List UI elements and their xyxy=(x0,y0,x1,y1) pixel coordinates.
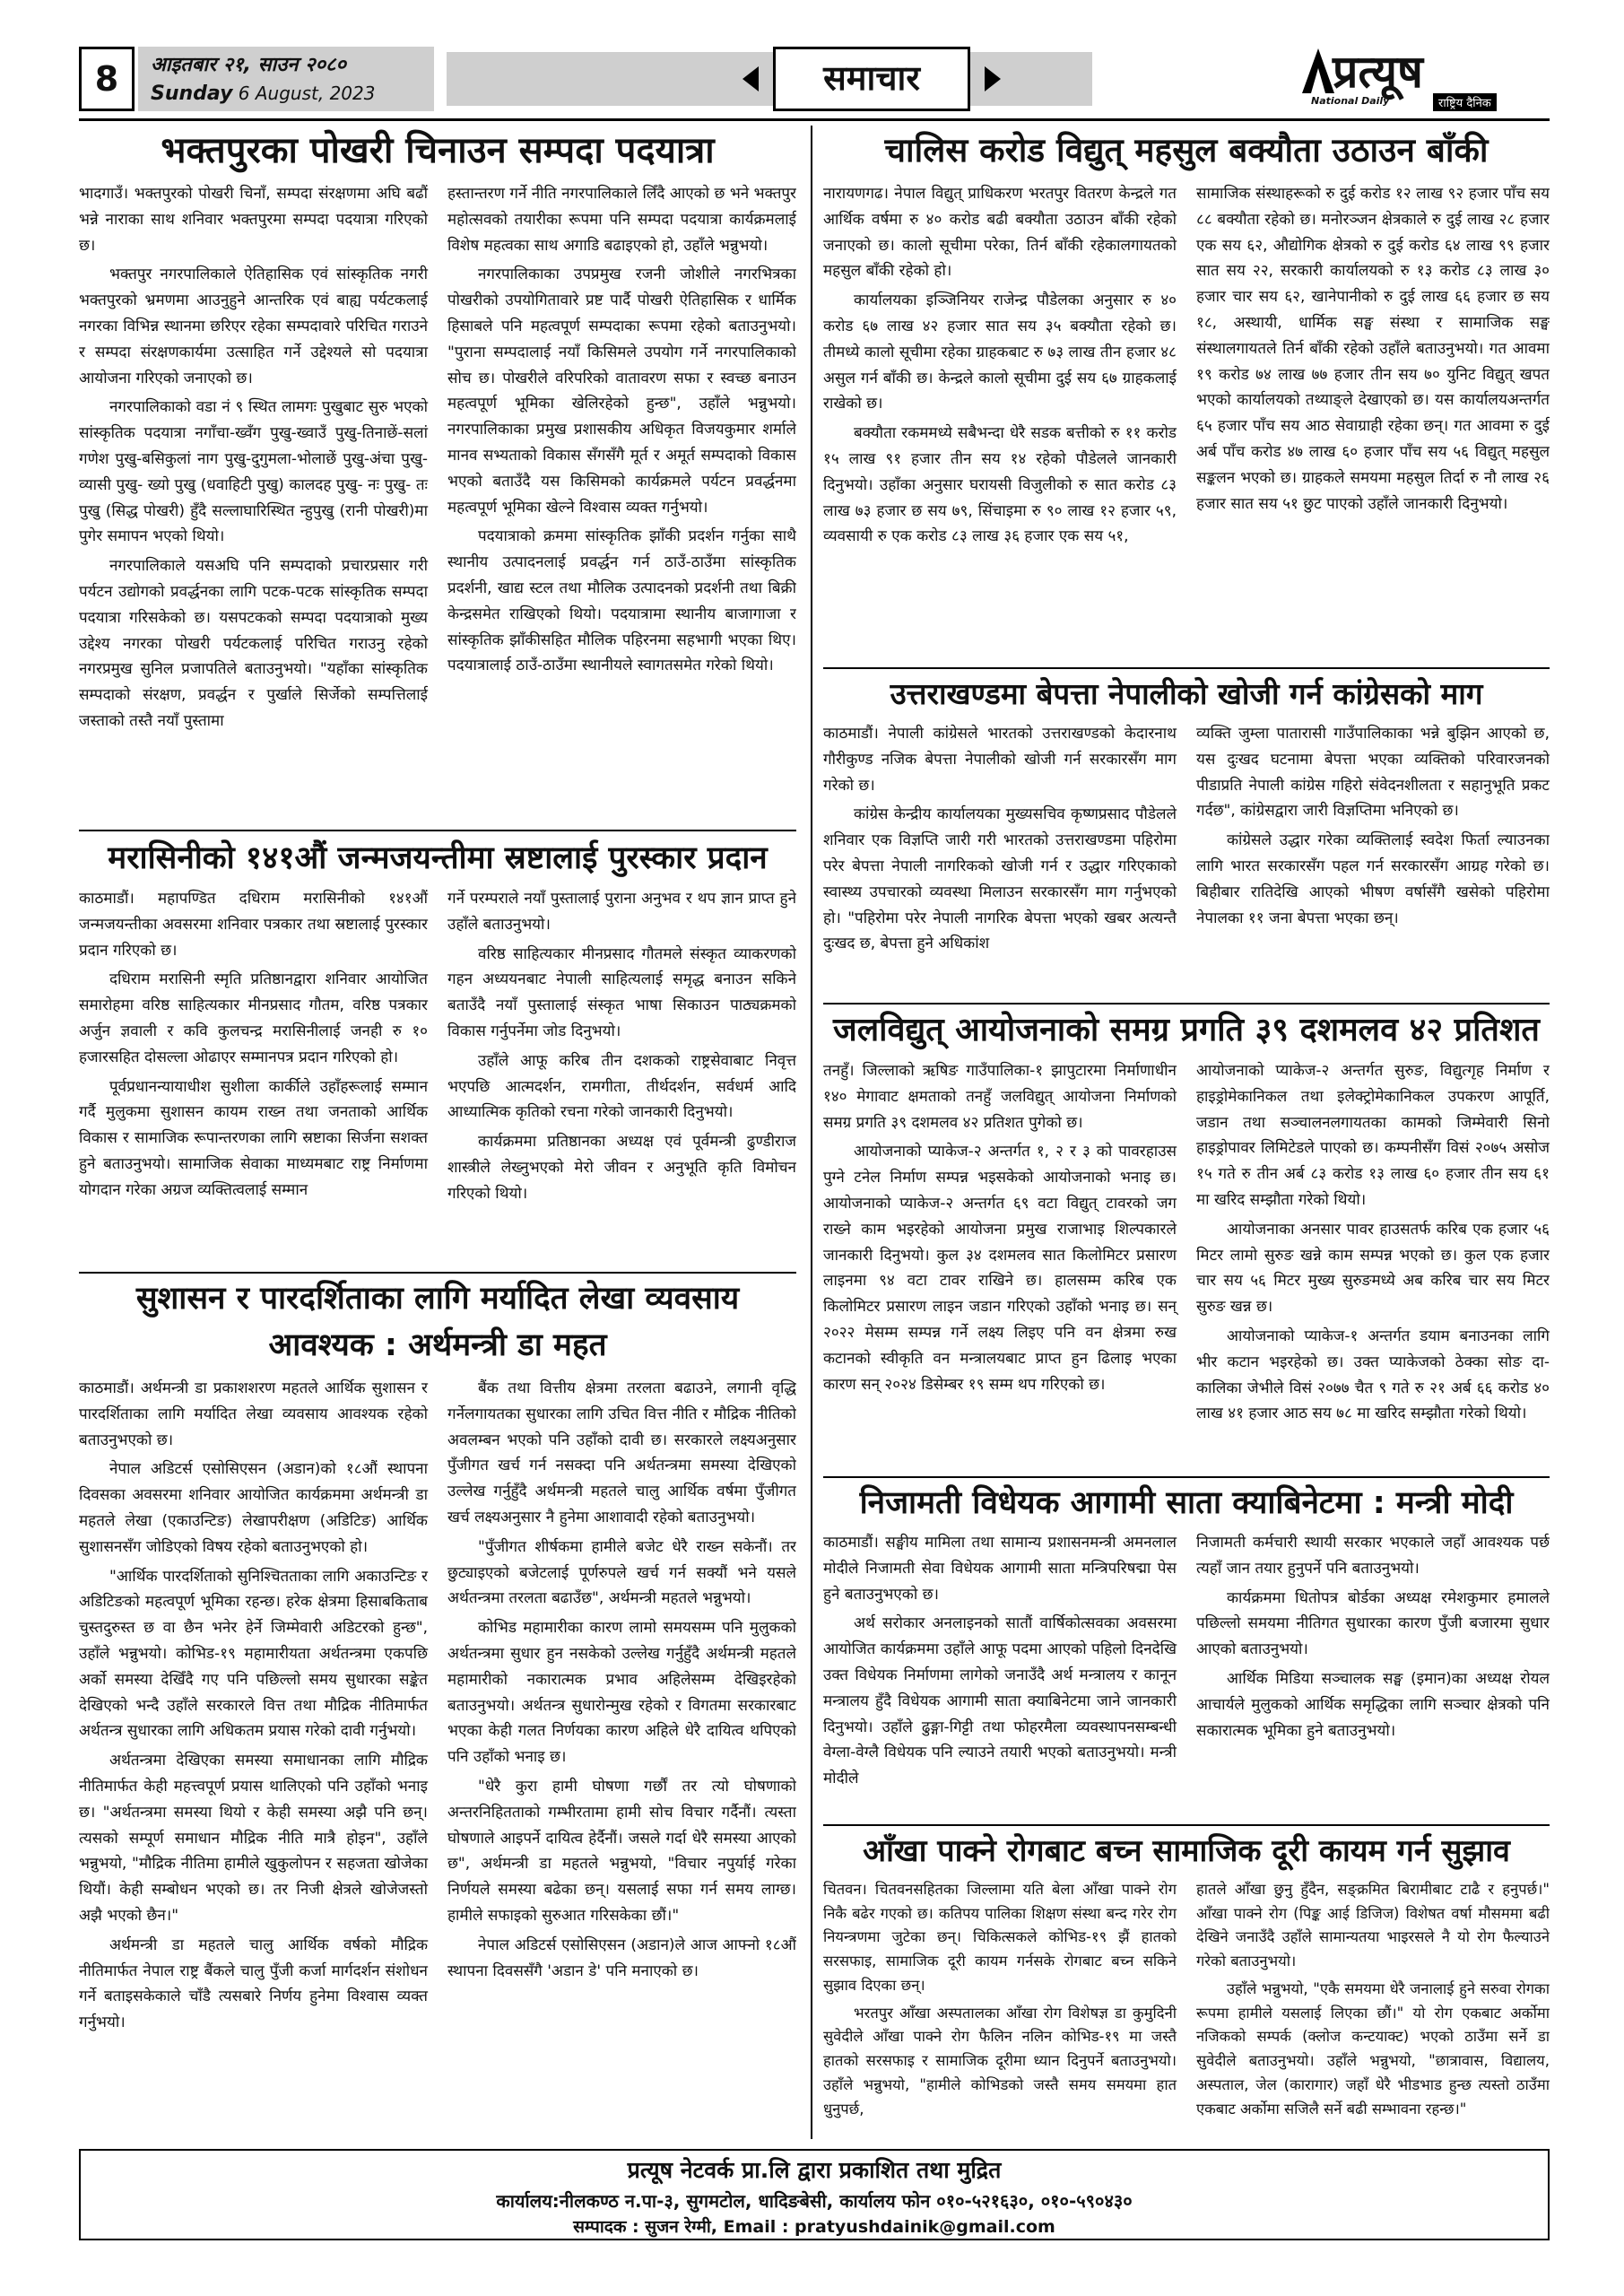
article-separator xyxy=(823,1824,1550,1826)
headline: निजामती विधेयक आगामी साता क्याबिनेटमा : मन्त्री मोदी xyxy=(859,1485,1514,1521)
logo-name: प्रत्यूष xyxy=(1333,45,1423,98)
paragraph: आयोजनाको प्याकेज-१ अन्तर्गत डयाम बनाउनका लागि भीर कटान भइरहेको छ। उक्त प्याकेजको ठेक्का सोङ दा-कालिका जेभीले विसं २०७७ चैत ९ गते रु २१ अर्ब ६६ करोड ४० लाख ४१ हजार आठ सय ७८ मा खरिद सम्झौता गरेको थियो। xyxy=(1196,1326,1550,1423)
headline: जलविद्युत् आयोजनाको समग्र प्रगति ३९ दशमलव ४२ प्रतिशत xyxy=(833,1012,1540,1048)
paragraph: आर्थिक मिडिया सञ्चालक सङ्घ (इमान)का अध्यक्ष रोयल आचार्यले मुलुकको आर्थिक समृद्धिका लागि सञ्चार क्षेत्रको पनि सकारात्मक भूमिका हुने बताउनुभयो। xyxy=(1196,1669,1550,1740)
paragraph: भक्तपुर नगरपालिकाले ऐतिहासिक एवं सांस्कृतिक नगरी भक्तपुरको भ्रमणमा आउनुहुने आन्तरिक एवं बाह्य पर्यटकलाई नगरका विभिन्न स्थानमा छरिएर रहेका सम्पदावारे परिचित गराउने र सम्पदा संरक्षणकार्यमा उत्साहित गर्ने उद्देश्यले सो पदयात्रा आयोजना गरिएको जनाएको छ। xyxy=(79,265,428,387)
paragraph: भरतपुर आँखा अस्पतालका आँखा रोग विशेषज्ञ डा कुमुदिनी सुवेदीले आँखा पाक्ने रोग फैलिन नलिन कोभिड-१९ मा जस्तै हातको सरसफाइ र सामाजिक दूरीमा ध्यान दिनुपर्ने बताउनुभयो। उहाँले भन्नुभयो, "हामीले कोभिडको जस्तै समय समयमा हात धुनुपर्छ, xyxy=(823,2004,1177,2118)
article-bhaktapur-ponds xyxy=(79,126,796,821)
paragraph: काठमाडौं। अर्थमन्त्री डा प्रकाशशरण महतले आर्थिक सुशासन र पारदर्शिताका लागि मर्यादित लेखा व्यवसाय आवश्यक रहेको बताउनुभएको छ। xyxy=(79,1379,428,1449)
paragraph: उहाँले आफू करिब तीन दशकको राष्ट्रसेवाबाट निवृत्त भएपछि आत्मदर्शन, रामगीता, तीर्थदर्शन, सर्वधर्म आदि आध्यात्मिक कृतिको रचना गरेको जानकारी दिनुभयो। xyxy=(447,1051,796,1122)
logo-tagline-np: राष्ट्रिय दैनिक xyxy=(1433,93,1497,111)
paragraph: काठमाडौं। नेपाली कांग्रेसले भारतको उत्तराखण्डको केदारनाथ गौरीकुण्ड नजिक बेपत्ता नेपालीको खोजी गर्न सरकारसँग माग गरेको छ। xyxy=(823,725,1177,795)
date-english xyxy=(151,83,375,105)
date-english-value: 6 August, 2023 xyxy=(238,83,376,104)
headline: भक्तपुरका पोखरी चिनाउन सम्पदा पदयात्रा xyxy=(161,130,715,171)
paragraph: हस्तान्तरण गर्ने नीति नगरपालिकाले लिँदै आएको छ भने भक्तपुर महोत्सवको तयारीका रूपमा पनि सम्पदा पदयात्रा कार्यक्रमलाई विशेष महत्वका साथ अगाडि बढाइएको हो, उहाँले भन्नुभयो। xyxy=(447,185,796,255)
paragraph: उहाँले भन्नुभयो, "एकै समयमा धेरै जनालाई हुने सरुवा रोगका रूपमा हामीले यसलाई लिएका छौं।" यो रोग एकबाट अर्कोमा नजिकको सम्पर्क (क्लोज कन्टयाक्ट) भएको ठाउँमा सर्ने डा सुवेदीले बताउनुभयो। उहाँले भन्नुभयो, "छात्रावास, विद्यालय, अस्पताल, जेल (कारागार) जहाँ धेरै भीडभाड हुन्छ त्यस्तो ठाउँमा एकबाट अर्कोमा सजिलै सर्ने बढी सम्भावना रहन्छ।" xyxy=(1196,1979,1550,2118)
page-number: 8 xyxy=(79,47,135,111)
paragraph: दधिराम मरासिनी स्मृति प्रतिष्ठानद्वारा शनिवार आयोजित समारोहमा वरिष्ठ साहित्यकार मीनप्रसाद गौतम, वरिष्ठ पत्रकार अर्जुन ज्ञवाली र कवि कुलचन्द्र मरासिनीलाई जनही रु १० हजारसहित दोसल्ला ओढाएर सम्मानपत्र प्रदान गरिएको हो। xyxy=(79,970,428,1066)
headline: उत्तराखण्डमा बेपत्ता नेपालीको खोजी गर्न कांग्रेसको माग xyxy=(890,676,1483,711)
headline: सुशासन र पारदर्शिताका लागि मर्यादित लेखा व्यवसाय xyxy=(135,1281,740,1317)
date-nepali: आइतबार २१, साउन २०८० xyxy=(151,54,346,76)
paragraph: निजामती कर्मचारी स्थायी सरकार भएकाले जहाँ आवश्यक पर्छ त्यहाँ जान तयार हुनुपर्ने पनि बताउनुभयो। xyxy=(1196,1534,1550,1578)
article-uttarakhand-missing xyxy=(823,671,1550,999)
article-separator xyxy=(823,1476,1550,1478)
paragraph: "धेरै कुरा हामी घोषणा गर्छौं तर त्यो घोषणाको अन्तरनिहितताको गम्भीरतामा हामी सोच विचार गर्दैनौं। त्यस्ता घोषणाले आइपर्ने दायित्व हेर्दैनौं। जसले गर्दा धेरै समस्या आएको छ", अर्थमन्त्री डा महतले भन्नुभयो, "विचार नपुर्याई गरेका निर्णयले समस्या बढेका छन्। यसलाई सफा गर्न समय लाग्छ। हामीले सफाइको सुरुआत गरिसकेका छौं।" xyxy=(447,1777,796,1925)
editor-line: सम्पादक : सुजन रेग्मी, Email : pratyushdainik@gmail.com xyxy=(573,2217,1055,2237)
headline: आँखा पाक्ने रोगबाट बच्न सामाजिक दूरी कायम गर्न सुझाव xyxy=(863,1833,1510,1869)
header-rule xyxy=(79,118,1550,121)
article-separator xyxy=(823,1003,1550,1004)
arrow-left-icon xyxy=(743,66,759,91)
section-name: समाचार xyxy=(773,47,970,111)
paragraph: अर्थमन्त्री डा महतले चालु आर्थिक वर्षको मौद्रिक नीतिमार्फत नेपाल राष्ट्र बैंकले चालु पुँजी कर्जा मार्गदर्शन संशोधन गर्ने बताइसकेकाले चाँडै त्यसबारे निर्णय हुनेमा विश्वास व्यक्त गर्नुभयो। xyxy=(79,1935,428,2032)
headline: मरासिनीको १४१औं जन्मजयन्तीमा स्रष्टालाई पुरस्कार प्रदान xyxy=(108,840,768,876)
paragraph: नेपाल अडिटर्स एसोसिएसन (अडान)को १८औं स्थापना दिवसका अवसरमा शनिवार आयोजित कार्यक्रममा अर्थमन्त्री डा महतले लेखा (एकाउन्टिङ) लेखापरीक्षण (अडिटिङ) आर्थिक सुशासनसँग जोडिएको विषय रहेको बताउनुभएको हो। xyxy=(79,1460,428,1556)
paragraph: नगरपालिकाको वडा नं ९ स्थित लामगः पुखुबाट सुरु भएको सांस्कृतिक पदयात्रा नगाँचा-ख्वँग पुखु-ख्वाउँ पुखु-तिनाछें-सलां गणेश पुखु-बसिकुलां नाग पुखु-दुगुमला-भोलाछें पुखु-अंचा पुखु- व्यासी पुखु- ख्यो पुखु (धवाहिटी पुखु) कालदह पुखु- नः पुखु- तः पुखु (सिद्ध पोखरी) हुँदै सल्लाघारिस्थित न्हुपुखु (रानी पोखरी)मा पुगेर समापन भएको थियो। xyxy=(79,398,428,546)
paragraph: नगरपालिकाका उपप्रमुख रजनी जोशीले नगरभित्रका पोखरीको उपयोगितावारे प्रष्ट पार्दै पोखरी ऐतिहासिक र धार्मिक हिसाबले पनि महत्वपूर्ण सम्पदाका रूपमा रहेको बताउनुभयो। "पुराना सम्पदालाई नयाँ किसिमले उपयोग गर्ने नगरपालिकाको सोच छ। पोखरीले वरिपरिको वातावरण सफा र स्वच्छ बनाउन महत्वपूर्ण भूमिका खेलिरहेको हुन्छ", उहाँले भन्नुभयो। नगरपालिकाका प्रमुख प्रशासकीय अधिकृत विजयकुमार शर्माले मानव सभ्यताको विकास सँगसँगै मूर्त र अमूर्त सम्पदाको विकास भएको बताउँदै यस किसिमको कार्यक्रमले पर्यटन प्रवर्द्धनमा महत्वपूर्ण भूमिका खेल्ने विश्वास व्यक्त गर्नुभयो। xyxy=(447,265,796,517)
paragraph: गर्ने परम्पराले नयाँ पुस्तालाई पुराना अनुभव र थप ज्ञान प्राप्त हुने उहाँले बताउनुभयो। xyxy=(447,890,796,934)
paragraph: व्यक्ति जुम्ला पातारासी गाउँपालिकाका भन्ने बुझिन आएको छ, यस दुःखद घटनामा बेपत्ता भएका व्यक्तिको परिवारजनको पीडाप्रति नेपाली कांग्रेस गहिरो संवेदनशीलता र सहानुभूति प्रकट गर्दछ", कांग्रेसद्वारा जारी विज्ञप्तिमा भनिएको छ। xyxy=(1196,725,1550,821)
logo-tagline-en: National Daily xyxy=(1311,95,1390,107)
paragraph: हातले आँखा छुनु हुँदैन, सङ्क्रमित बिरामीबाट टाढै र हनुपर्छ।" आँखा पाक्ने रोग (पिङ्क आई डिजिज) विशेषत वर्षा मौसममा बढी देखिने जनाउँदै उहाँले सामान्यतया भाइरसले नै यो रोग फैल्याउने गरेको बताउनुभयो। xyxy=(1196,1881,1550,1970)
paragraph: कोभिड महामारीका कारण लामो समयसम्म पनि मुलुकको अर्थतन्त्रमा सुधार हुन नसकेको उल्लेख गर्नुहुँदै अर्थमन्त्री महतले महामारीको नकारात्मक प्रभाव अहिलेसम्म देखिइरहेको बताउनुभयो। अर्थतन्त्र सुधारोन्मुख रहेको र विगतमा सरकारबाट भएका केही गलत निर्णयका कारण अहिले धेरै दायित्व थपिएको पनि उहाँको भनाइ छ। xyxy=(447,1619,796,1767)
paragraph: पूर्वप्रधानन्यायाधीश सुशीला कार्कीले उहाँहरूलाई सम्मान गर्दै मुलुकमा सुशासन कायम राख्न तथा जनताको आर्थिक विकास र सामाजिक रूपान्तरणका लागि स्रष्टाका सिर्जना सशक्त हुने बताउनुभयो। सामाजिक सेवाका माध्यमबाट राष्ट्र निर्माणमा योगदान गरेका अग्रज व्यक्तित्वलाई सम्मान xyxy=(79,1077,428,1199)
paragraph: कार्यक्रममा प्रतिष्ठानका अध्यक्ष एवं पूर्वमन्त्री ढुण्डीराज शास्त्रीले लेख्नुभएको मेरो जीवन र अनुभूति कृति विमोचन गरिएको थियो। xyxy=(447,1133,796,1203)
subheadline: आवश्यक : अर्थमन्त्री डा महत xyxy=(268,1327,607,1363)
paragraph: सामाजिक संस्थाहरूको रु दुई करोड १२ लाख ९२ हजार पाँच सय ८८ बक्यौता रहेको छ। मनोरञ्जन क्षेत्रकाले रु दुई लाख २८ हजार एक सय ६२, औद्योगिक क्षेत्रको रु दुई करोड ६४ लाख ९९ हजार सात सय २२, सरकारी कार्यालयको रु १३ करोड ८३ लाख ३० हजार चार सय ६२, खानेपानीको रु दुई लाख ६६ हजार छ सय १८, अस्थायी, धार्मिक सङ्घ संस्था र सामाजिक सङ्घ संस्थालगायतले तिर्न बाँकी रहेको उहाँले बताउनुभयो। गत आवमा १९ करोड ७४ लाख ७७ हजार तीन सय ७० युनिट विद्युत् खपत भएको कार्यालयको तथ्याङ्ले देखाएको छ। यस कार्यालयअन्तर्गत ६५ हजार पाँच सय आठ सेवाग्राही रहेका छन्। गत आवमा रु दुई अर्ब पाँच करोड ४७ लाख ६० हजार पाँच सय ५६ विद्युत् महसुल सङ्कलन भएको छ। ग्राहकले समयमा महसुल तिर्दा रु नौ लाख २६ हजार सात सय ५१ छुट पाएको उहाँले जानकारी दिनुभयो। xyxy=(1196,185,1550,513)
publisher-line: प्रत्यूष नेटवर्क प्रा.लि द्वारा प्रकाशित तथा मुद्रित xyxy=(627,2157,1002,2183)
paragraph: नेपाल अडिटर्स एसोसिएसन (अडान)ले आज आफ्नो १८औं स्थापना दिवससँगै 'अडान डे' पनि मनाएको छ। xyxy=(447,1935,796,1980)
article-marasini-award xyxy=(79,834,796,1265)
paragraph: नारायणगढ। नेपाल विद्युत् प्राधिकरण भरतपुर वितरण केन्द्रले गत आर्थिक वर्षमा रु ४० करोड बढी बक्यौता उठाउन बाँकी रहेको जनाएको छ। कालो सूचीमा परेका, तिर्न बाँकी रहेकालगायतको महसुल बाँकी रहेको हो। xyxy=(823,185,1177,281)
headline: चालिस करोड विद्युत् महसुल बक्यौता उठाउन बाँकी xyxy=(884,131,1489,170)
paragraph: कांग्रेस केन्द्रीय कार्यालयका मुख्यसचिव कृष्णप्रसाद पौडेलले शनिवार एक विज्ञप्ति जारी गरी भारतको उत्तराखण्डमा पहिरोमा परेर बेपत्ता नेपाली नागरिकको खोजी गर्न र उद्धार गरिएकाको स्वास्थ्य उपचारको व्यवस्था मिलाउन सरकारसँग माग गर्नुभएको हो। "पहिरोमा परेर नेपाली नागरिक बेपत्ता भएको खबर अत्यन्तै दुःखद छ, बेपत्ता हुने अधिकांश xyxy=(823,805,1177,953)
paragraph: आयोजनाको प्याकेज-२ अन्तर्गत १, २ र ३ को पावरहाउस पुग्ने टनेल निर्माण सम्पन्न भइसकेको आयोजनाको भनाइ छ। आयोजनाको प्याकेज-२ अन्तर्गत ६९ वटा विद्युत् टावरको जग राख्ने काम भइरहेको आयोजना प्रमुख राजाभाइ शिल्पकारले जानकारी दिनुभयो। कुल ३४ दशमलव सात किलोमिटर प्रसारण लाइनमा ९४ वटा टावर राखिने छ। हालसम्म करिब एक किलोमिटर प्रसारण लाइन जडान गरिएको उहाँको भनाइ छ। सन् २०२२ मेसम्म सम्पन्न गर्ने लक्ष्य लिइए पनि वन क्षेत्रमा रुख कटानको स्वीकृति वन मन्त्रालयबाट प्राप्त हुन ढिलाइ भएका कारण सन् २०२४ डिसेम्बर १९ सम्म थप गरिएको छ। xyxy=(823,1143,1177,1394)
day-english: Sunday xyxy=(151,83,233,105)
paragraph: बक्यौता रकममध्ये सबैभन्दा धेरै सडक बत्तीको रु ११ करोड १५ लाख ९१ हजार तीन सय १४ रहेको पौडेलले जानकारी दिनुभयो। उहाँका अनुसार घरायसी विजुलीको रु सात करोड ८३ लाख ७३ हजार छ सय ७९, सिंचाइमा रु ९० लाख १२ हजार ५९, व्यवसायी रु एक करोड ८३ लाख ३६ हजार एक सय ५१, xyxy=(823,424,1177,546)
paragraph: काठमाडौं। सङ्घीय मामिला तथा सामान्य प्रशासनमन्त्री अमनलाल मोदीले निजामती सेवा विधेयक आगामी साता मन्त्रिपरिषद्मा पेस हुने बताउनुभएको छ। xyxy=(823,1534,1177,1604)
paragraph: चितवन। चितवनसहितका जिल्लामा यति बेला आँखा पाक्ने रोग निकै बढेर गएको छ। कतिपय पालिका शिक्षण संस्था बन्द गरेर रोग नियन्त्रणमा जुटेका छन्। चिकित्सकले कोभिड-१९ झैं हातको सरसफाइ, सामाजिक दूरी कायम गर्नसके रोगबाट बच्न सकिने सुझाव दिएका छन्। xyxy=(823,1881,1177,1994)
arrow-right-icon xyxy=(985,66,1001,91)
paragraph: कार्यक्रममा धितोपत्र बोर्डका अध्यक्ष रमेशकुमार हमालले पछिल्लो समयमा नीतिगत सुधारका कारण पुँजी बजारमा सुधार आएको बताउनुभयो। xyxy=(1196,1588,1550,1659)
article-separator xyxy=(79,830,796,831)
address-line: कार्यालय:नीलकण्ठ न.पा-३, सुगमटोल, धादिङबेसी, कार्यालय फोन ०१०-५२१६३०, ०१०-५९०४३० xyxy=(496,2190,1133,2212)
article-audit-business xyxy=(79,1275,796,2136)
article-civil-service-bill xyxy=(823,1480,1550,1822)
imprint-box xyxy=(79,2149,1550,2240)
paragraph: भादगाउँ। भक्तपुरको पोखरी चिनाँ, सम्पदा संरक्षणमा अघि बढौं भन्ने नाराका साथ शनिवार भक्तपुरमा सम्पदा पदयात्रा गरिएको छ। xyxy=(79,185,428,255)
section-bar xyxy=(447,52,1092,106)
article-separator xyxy=(823,667,1550,669)
paragraph: बैंक तथा वित्तीय क्षेत्रमा तरलता बढाउने, लगानी वृद्धि गर्नेलगायतका सुधारका लागि उचित वित्त नीति र मौद्रिक नीतिको अवलम्बन भएको पनि उहाँको दावी छ। सरकारले लक्ष्यअनुसार पुँजीगत खर्च गर्न नसक्दा पनि अर्थतन्त्रमा समस्या देखिएको उल्लेख गर्नुहुँदै अर्थमन्त्री महतले चालु आर्थिक वर्षमा पुँजीगत खर्च लक्ष्यअनुसार नै हुनेमा आशावादी रहेको बताउनुभयो। xyxy=(447,1379,796,1526)
paragraph: आयोजनाका अनसार पावर हाउसतर्फ करिब एक हजार ५६ मिटर लामो सुरुङ खन्ने काम सम्पन्न भएको छ। कुल एक हजार चार सय ५६ मिटर मुख्य सुरुङमध्ये अब करिब चार सय मिटर सुरुङ खन्न छ। xyxy=(1196,1220,1550,1317)
paragraph: अर्थतन्त्रमा देखिएका समस्या समाधानका लागि मौद्रिक नीतिमार्फत केही महत्त्वपूर्ण प्रयास थालिएको पनि उहाँको भनाइ छ। "अर्थतन्त्रमा समस्या थियो र केही समस्या अझै पनि छन्। त्यसको सम्पूर्ण समाधान मौद्रिक नीति मात्रै होइन", उहाँले भन्नुभयो, "मौद्रिक नीतिमा हामीले खुकुलोपन र सहजता खोजेका थियौं। केही सम्बोधन भएको छ। तर निजी क्षेत्रले खोजेजस्तो अझै भएको छैन।" xyxy=(79,1752,428,1925)
article-eye-flu xyxy=(823,1828,1550,2142)
paragraph: नगरपालिकाले यसअघि पनि सम्पदाको प्रचारप्रसार गरी पर्यटन उद्योगको प्रवर्द्धनका लागि पटक-पटक सांस्कृतिक सम्पदा पदयात्रा गरिसकेको छ। यसपटकको सम्पदा पदयात्राको मुख्य उद्देश्य नगरका पोखरी पर्यटकलाई परिचित गराउनु रहेको नगरप्रमुख सुनिल प्रजापतिले बताउनुभयो। "यहाँका सांस्कृतिक सम्पदाको संरक्षण, प्रवर्द्धन र पुर्खाले सिर्जेको सम्पत्तिलाई जस्ताको तस्तै नयाँ पुस्तामा xyxy=(79,557,428,730)
article-hydropower-progress xyxy=(823,1006,1550,1473)
paragraph: पदयात्राको क्रममा सांस्कृतिक झाँकी प्रदर्शन गर्नुका साथै स्थानीय उत्पादनलाई प्रवर्द्धन गर्न ठाउँ-ठाउँमा सांस्कृतिक प्रदर्शनी, खाद्य स्टल तथा मौलिक उत्पादनको प्रदर्शनी तथा बिक्री केन्द्रसमेत राखिएको थियो। पदयात्रामा स्थानीय बाजागाजा र सांस्कृतिक झाँकीसहित मौलिक पहिरनमा सहभागी भएका थिए। पदयात्रालाई ठाउँ-ठाउँमा स्थानीयले स्वागतसमेत गरेको थियो। xyxy=(447,527,796,675)
article-separator xyxy=(79,1272,796,1274)
paragraph: काठमाडौं। महापण्डित दधिराम मरासिनीको १४१औं जन्मजयन्तीका अवसरमा शनिवार पत्रकार तथा स्रष्टालाई पुरस्कार प्रदान गरिएको छ। xyxy=(79,890,428,960)
paragraph: आयोजनाको प्याकेज-२ अन्तर्गत सुरुङ, विद्युत्गृह निर्माण र हाइड्रोमेकानिकल तथा इलेक्ट्रोमेकानिकल उपकरण आपूर्ति, जडान तथा सञ्चालनलगायतका कामको जिम्मेवारी सिनो हाइड्रोपावर लिमिटेडले पाएको छ। कम्पनीसँग विसं २०७५ असोज १५ गते रु तीन अर्ब ८३ करोड १३ लाख ६० हजार तीन सय ६१ मा खरिद सम्झौता गरेको थियो। xyxy=(1196,1062,1550,1209)
paragraph: "पुँजीगत शीर्षकमा हामीले बजेट धेरै राख्न सकेनौं। तर छुट्याइएको बजेटलाई पूर्णरुपले खर्च गर्न सक्यौं भने यसले अर्थतन्त्रमा तरलता बढाउँछ", अर्थमन्त्री महतले भन्नुभयो। xyxy=(447,1537,796,1608)
paragraph: "आर्थिक पारदर्शिताको सुनिश्चितताका लागि अकाउन्टिङ र अडिटिङको महत्वपूर्ण भूमिका रहन्छ। हरेक क्षेत्रमा हिसाबकिताब चुस्तदुरुस्त छ वा छैन भनेर हेर्ने जिम्मेवारी अडिटरको हुन्छ", उहाँले भन्नुभयो। कोभिड-१९ महामारीयता अर्थतन्त्रमा एकपछि अर्को समस्या देखिँदै गए पनि पछिल्लो समय सुधारका सङ्केत देखिएको भन्दै उहाँले सरकारले वित्त तथा मौद्रिक नीतिमार्फत अर्थतन्त्र सुधारका लागि अधिकतम प्रयास गरेको दावी गर्नुभयो। xyxy=(79,1567,428,1741)
column-divider xyxy=(811,126,812,2139)
article-electricity-arrears xyxy=(823,126,1550,664)
paragraph: कार्यालयका इञ्जिनियर राजेन्द्र पौडेलका अनुसार रु ४० करोड ६७ लाख ४२ हजार सात सय ३५ बक्यौता रहेको छ। तीमध्ये कालो सूचीमा रहेका ग्राहकबाट रु ७३ लाख तीन हजार ४८ असुल गर्न बाँकी छ। केन्द्रले कालो सूचीमा दुई सय ६७ ग्राहकलाई राखेको छ। xyxy=(823,291,1177,413)
newspaper-logo xyxy=(1298,39,1559,117)
date-box xyxy=(138,47,434,111)
paragraph: तनहुँ। जिल्लाको ऋषिङ गाउँपालिका-१ झापुटारमा निर्माणाधीन १४० मेगावाट क्षमताको तनहुँ जलविद्युत् आयोजना निर्माणको समग्र प्रगति ३९ दशमलव ४२ प्रतिशत पुगेको छ। xyxy=(823,1062,1177,1132)
paragraph: अर्थ सरोकार अनलाइनको सातौं वार्षिकोत्सवका अवसरमा आयोजित कार्यक्रममा उहाँले आफू पदमा आएको पहिलो दिनदेखि उक्त विधेयक निर्माणमा लागेको जनाउँदै अर्थ मन्त्रालय र कानून मन्त्रालय हुँदै विधेयक आगामी साता क्याबिनेटमा जाने जानकारी दिनुभयो। उहाँले ढुङ्गा-गिट्टी तथा फोहरमैला व्यवस्थापनसम्बन्धी वेग्ला-वेग्लै विधेयक पनि ल्याउने तयारी भएको बताउनुभयो। मन्त्री मोदीले xyxy=(823,1614,1177,1788)
paragraph: कांग्रेसले उद्धार गरेका व्यक्तिलाई स्वदेश फिर्ता ल्याउनका लागि भारत सरकारसँग पहल गर्न सरकारसँग आग्रह गरेको छ। बिहीबार रातिदेखि आएको भीषण वर्षासँगै खसेको पहिरोमा नेपालका ११ जना बेपत्ता भएका छन्। xyxy=(1196,831,1550,927)
page-header xyxy=(79,47,1550,111)
paragraph: वरिष्ठ साहित्यकार मीनप्रसाद गौतमले संस्कृत व्याकरणको गहन अध्ययनबाट नेपाली साहित्यलाई समृद्ध बनाउन सकिने बताउँदै नयाँ पुस्तालाई संस्कृत भाषा सिकाउन पाठ्यक्रमको विकास गर्नुपर्नेमा जोड दिनुभयो। xyxy=(447,944,796,1040)
